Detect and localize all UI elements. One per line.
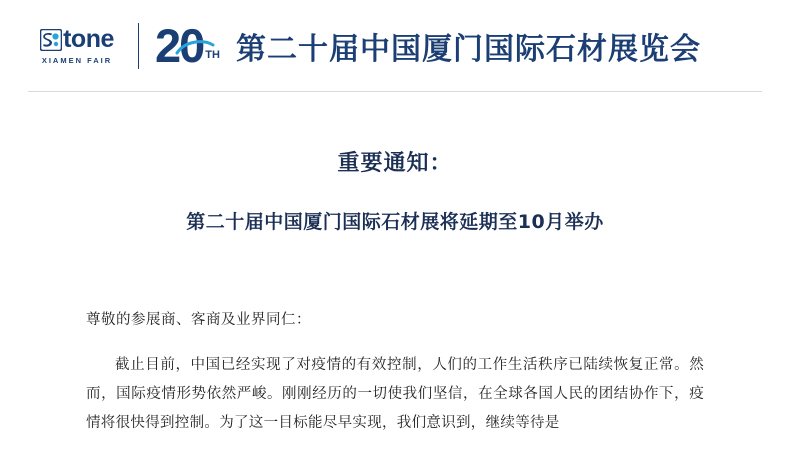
document-body — [0, 146, 790, 438]
anniversary-swoosh-icon — [175, 35, 215, 59]
salutation: 尊敬的参展商、客商及业界同仁： — [86, 312, 311, 328]
header-divider — [138, 23, 139, 69]
anniversary-number — [155, 18, 204, 72]
anniversary-number-text: 20 — [155, 18, 204, 72]
anniversary-suffix: TH — [205, 49, 220, 62]
logo-wordmark-text: tone — [63, 25, 114, 53]
page-subtitle: 第二十届中国厦门国际石材展将延期至10月举办 — [186, 211, 604, 233]
logo-wordmark — [40, 27, 114, 52]
header-rule — [28, 91, 762, 92]
page-title: 重要通知： — [337, 151, 453, 176]
header-title: 第二十届中国厦门国际石材展览会 — [235, 32, 701, 67]
logo-subtitle: XIAMEN FAIR — [41, 56, 113, 65]
document-header — [0, 0, 790, 92]
body-paragraph: 截止目前，中国已经实现了对疫情的有效控制，人们的工作生活秩序已陆续恢复正常。然而，国际疫情形势依然严峻。刚刚经历的一切使我们坚信，在全球各国人民的团结协作下，疫情将很快得到控制。为了这一目标能尽早实现，我们意识到，继续等待是 — [86, 357, 704, 431]
anniversary-mark — [155, 18, 220, 72]
stone-s-logo-icon — [40, 29, 62, 51]
stone-xiamen-fair-logo — [30, 27, 124, 65]
